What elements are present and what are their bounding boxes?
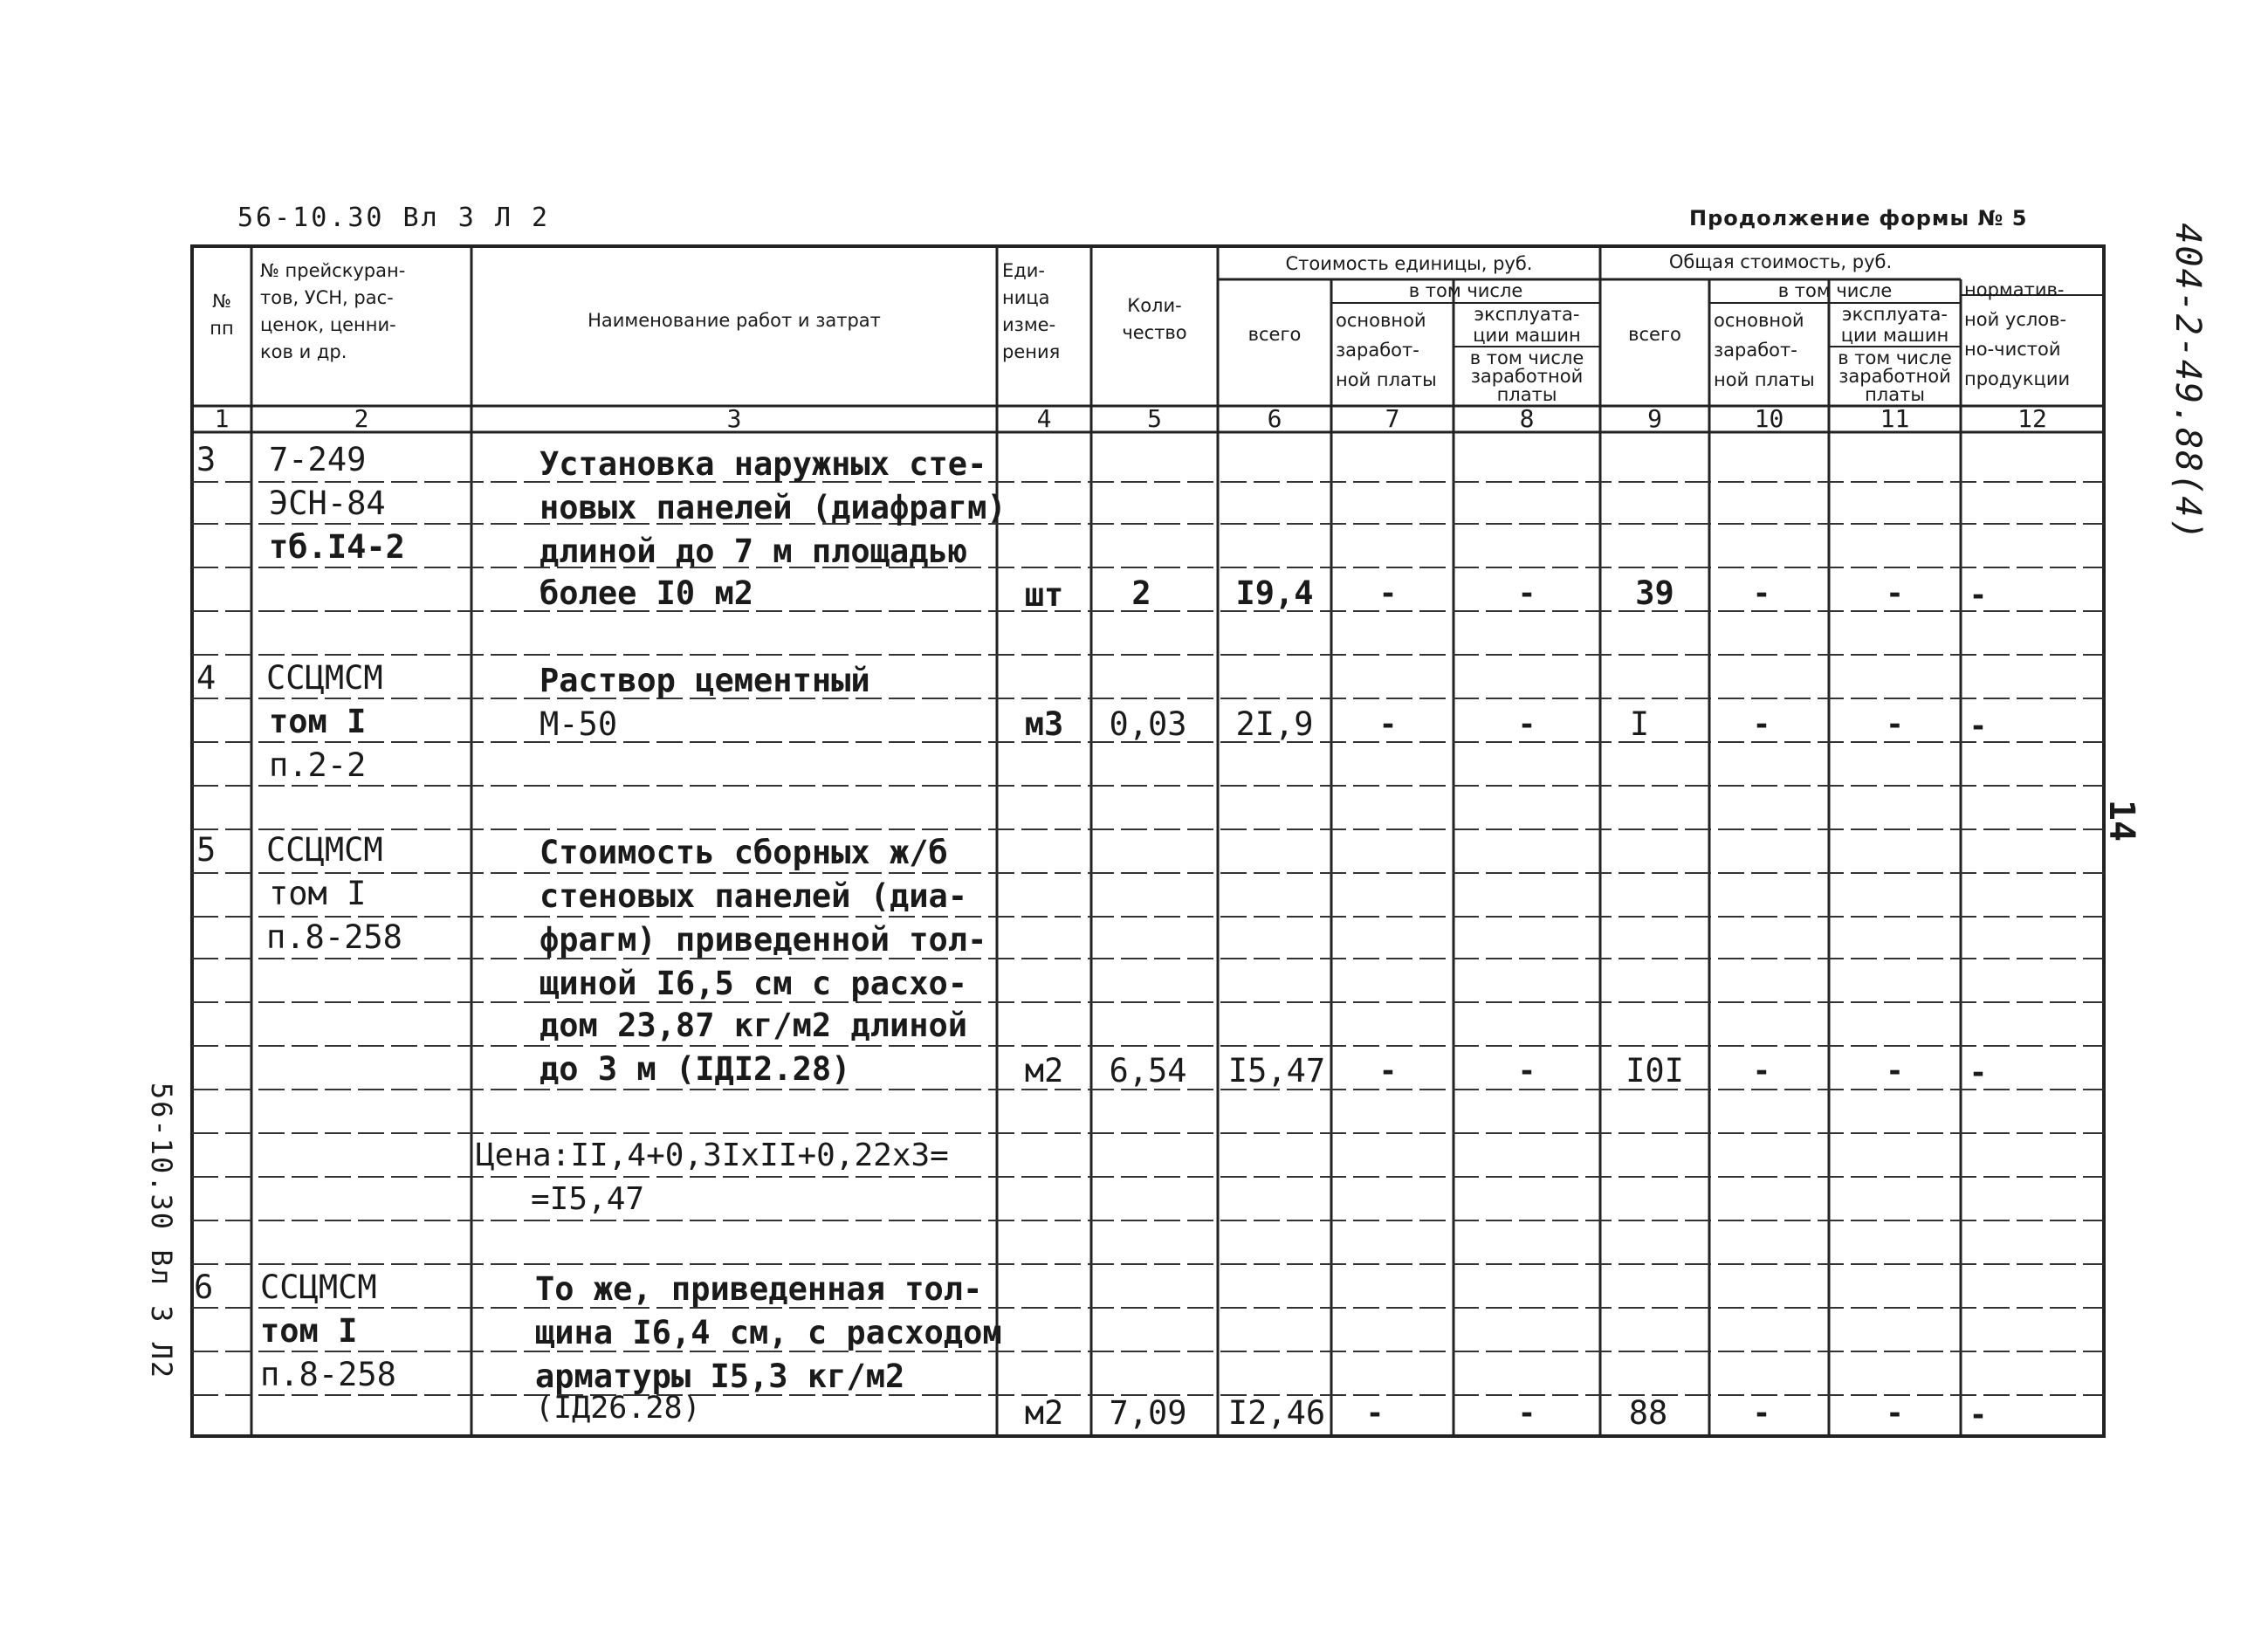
row-6-c8: - xyxy=(1517,1396,1536,1431)
col-number-2: 2 xyxy=(354,404,369,433)
row-3-name-3: длиной до 7 м площадью xyxy=(540,533,968,570)
row-4-ref-2: том I xyxy=(269,703,367,740)
row-5-c12: - xyxy=(1969,1055,1988,1090)
row-5-c11: - xyxy=(1886,1054,1904,1089)
col-number-10: 10 xyxy=(1754,404,1784,433)
side-project-code: 404-2-49.88(4) xyxy=(2168,223,2208,542)
row-3-qty: 2 xyxy=(1131,574,1151,612)
row-4-c12: - xyxy=(1969,709,1988,744)
row-6-unit-total: I2,46 xyxy=(1227,1394,1326,1432)
col-number-5: 5 xyxy=(1147,404,1162,433)
row-5-ref-2: том I xyxy=(269,875,367,912)
col-number-11: 11 xyxy=(1880,404,1910,433)
row-3-c8: - xyxy=(1517,576,1536,611)
col-number-3: 3 xyxy=(726,404,742,433)
header-col-9: всего xyxy=(1628,324,1681,345)
header-col-12: норматив- ной услов- но-чистой продукции xyxy=(1964,279,2071,389)
header-col-8a: эксплуата- ции машин xyxy=(1473,304,1581,346)
row-6-name-2: щина I6,4 см, с расходом xyxy=(535,1314,1002,1351)
row-3-ref-2: ЭСН-84 xyxy=(269,485,386,522)
header-incl-2: в том числе xyxy=(1777,280,1893,301)
col-number-4: 4 xyxy=(1036,404,1052,433)
row-4-c7: - xyxy=(1378,707,1398,742)
row-6-c12: - xyxy=(1969,1398,1988,1433)
row-6-name-1: То же, приведенная тол- xyxy=(535,1270,983,1308)
row-6-name-3: арматуры I5,3 кг/м2 xyxy=(535,1358,905,1395)
col-number-8: 8 xyxy=(1519,404,1535,433)
row-6-name-4: (IД26.28) xyxy=(535,1391,701,1426)
header-col-6: всего xyxy=(1247,324,1302,345)
row-4-name-1: Раствор цементный xyxy=(540,662,870,699)
row-3-ref-1: 7-249 xyxy=(269,441,367,478)
header-col-5: Коли- чество xyxy=(1122,295,1187,343)
row-6-no: 6 xyxy=(194,1268,214,1306)
row-4-unit-total: 2I,9 xyxy=(1235,705,1314,743)
header-col-4: Еди- ница изме- рения xyxy=(1002,260,1061,362)
row-5-name-4: щиной I6,5 см с расхо- xyxy=(540,965,968,1002)
row-3-ref-3: тб.I4-2 xyxy=(269,528,405,566)
row-4-c10: - xyxy=(1752,707,1771,742)
row-5-total: I0I xyxy=(1625,1052,1684,1090)
row-5-unit-total: I5,47 xyxy=(1227,1052,1326,1090)
row-6-ref-1: ССЦМСМ xyxy=(260,1268,377,1306)
row-5-name-3: фрагм) приведенной тол- xyxy=(540,921,987,959)
row-6-total: 88 xyxy=(1628,1394,1668,1432)
row-3-unit-total: I9,4 xyxy=(1235,574,1314,612)
header-col-8b: в том числе заработной платы xyxy=(1469,347,1584,405)
row-5-qty: 6,54 xyxy=(1109,1052,1187,1090)
row-3-unit: шт xyxy=(1024,576,1064,614)
row-3-no: 3 xyxy=(196,441,216,478)
row-6-c11: - xyxy=(1886,1396,1904,1431)
row-3-name-4: более I0 м2 xyxy=(540,574,754,612)
form-continuation-label: Продолжение формы № 5 xyxy=(1689,206,2028,230)
row-5-ref-1: ССЦМСМ xyxy=(266,831,383,869)
row-4-total: I xyxy=(1629,705,1650,743)
header-col-7: основной заработ- ной платы xyxy=(1336,310,1437,390)
col-number-9: 9 xyxy=(1647,404,1662,433)
page-number: 14 xyxy=(2101,799,2141,842)
row-6-qty: 7,09 xyxy=(1109,1394,1187,1432)
row-3-c7: - xyxy=(1378,576,1398,611)
row-3-total: 39 xyxy=(1635,574,1674,612)
row-6-c7: - xyxy=(1365,1396,1385,1431)
document-code: 56-10.30 Вл 3 Л 2 xyxy=(237,203,551,233)
col-number-12: 12 xyxy=(2017,404,2047,433)
row-5-price-2: =I5,47 xyxy=(531,1181,645,1217)
row-4-ref-3: п.2-2 xyxy=(269,746,367,784)
row-4-no: 4 xyxy=(196,659,216,697)
row-4-qty: 0,03 xyxy=(1109,705,1187,743)
col-number-1: 1 xyxy=(214,404,230,433)
row-5-ref-3: п.8-258 xyxy=(266,918,402,956)
row-5-c10: - xyxy=(1752,1054,1771,1089)
row-5-no: 5 xyxy=(196,831,216,869)
row-6-unit: м2 xyxy=(1024,1394,1064,1432)
row-4-c11: - xyxy=(1886,707,1904,742)
row-5-name-2: стеновых панелей (диа- xyxy=(540,877,968,915)
header-unit-cost: Стоимость единицы, руб. xyxy=(1285,253,1533,274)
row-6-c10: - xyxy=(1752,1396,1771,1431)
row-3-c11: - xyxy=(1886,576,1904,611)
row-4-ref-1: ССЦМСМ xyxy=(266,659,383,697)
side-document-reference: 56-10.30 Вл 3 Л2 xyxy=(145,1082,178,1380)
row-5-name-6: до 3 м (IДI2.28) xyxy=(540,1050,851,1088)
row-4-c8: - xyxy=(1517,707,1536,742)
row-5-price-1: Цена:II,4+0,3IxII+0,22x3= xyxy=(476,1138,949,1173)
col-number-6: 6 xyxy=(1267,404,1282,433)
header-total-cost: Общая стоимость, руб. xyxy=(1668,251,1893,272)
row-3-name-2: новых панелей (диафрагм) xyxy=(540,489,1007,526)
header-col-11a: эксплуата- ции машин xyxy=(1840,304,1949,346)
header-col-1: № пп xyxy=(210,291,234,339)
row-6-ref-2: том I xyxy=(260,1312,358,1350)
row-3-c10: - xyxy=(1752,576,1771,611)
header-incl-1: в том числе xyxy=(1408,280,1523,301)
row-5-name-1: Стоимость сборных ж/б xyxy=(540,834,948,871)
row-6-ref-3: п.8-258 xyxy=(260,1356,396,1393)
row-4-name-2: М-50 xyxy=(540,705,618,743)
row-4-unit: м3 xyxy=(1024,705,1064,743)
row-3-c12: - xyxy=(1969,578,1988,613)
header-col-3: Наименование работ и затрат xyxy=(588,310,881,331)
row-5-unit: м2 xyxy=(1024,1052,1064,1090)
header-col-2: № прейскуран- тов, УСН, рас- ценок, ценни- ков и др. xyxy=(260,260,406,362)
row-5-name-5: дом 23,87 кг/м2 длиной xyxy=(540,1007,968,1044)
header-col-10: основной заработ- ной платы xyxy=(1714,310,1815,390)
col-number-7: 7 xyxy=(1385,404,1400,433)
row-5-c8: - xyxy=(1517,1054,1536,1089)
row-5-c7: - xyxy=(1378,1054,1398,1089)
row-3-name-1: Установка наружных сте- xyxy=(540,445,987,483)
header-col-11b: в том числе заработной платы xyxy=(1838,347,1952,405)
